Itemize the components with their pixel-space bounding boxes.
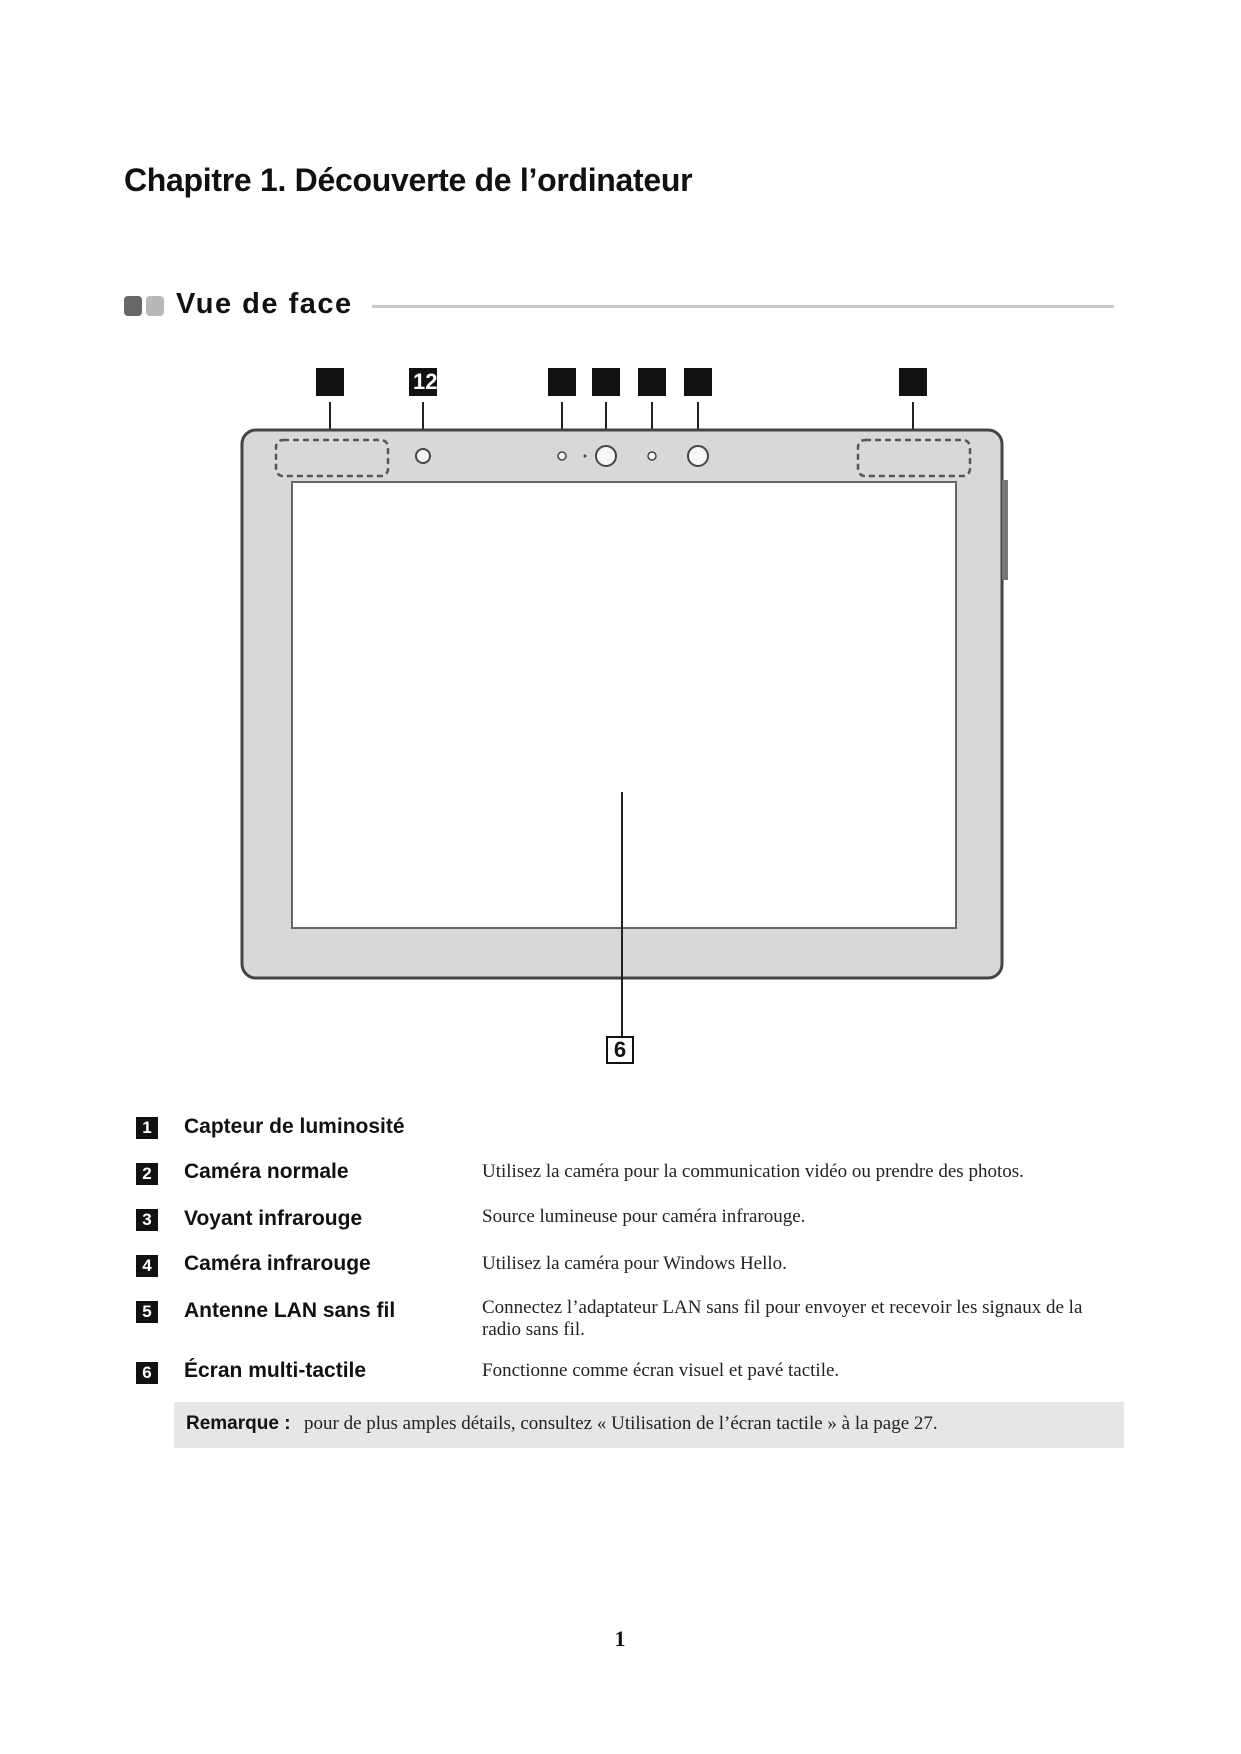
item-name-ir-led: Voyant infrarouge xyxy=(184,1207,363,1230)
camera-lens-right xyxy=(688,446,708,466)
ir-led-right xyxy=(648,452,656,460)
item-number-3: 3 xyxy=(136,1209,158,1231)
section-bullet-light xyxy=(146,296,164,316)
callout-ir-led-left xyxy=(548,368,576,396)
ir-camera-lens xyxy=(596,446,616,466)
chapter-title: Chapitre 1. Découverte de l’ordinateur xyxy=(124,162,693,198)
item-name-normal-camera: Caméra normale xyxy=(184,1160,349,1183)
section-bullet-dark xyxy=(124,296,142,316)
note-label: Remarque : xyxy=(186,1413,291,1434)
side-button xyxy=(1002,480,1008,580)
item-desc-ir-camera: Utilisez la caméra pour Windows Hello. xyxy=(482,1253,787,1274)
callout-ir-camera xyxy=(592,368,620,396)
item-desc-touchscreen: Fonctionne comme écran visuel et pavé tactile. xyxy=(482,1360,840,1381)
item-name-light-sensor: Capteur de luminosité xyxy=(184,1115,405,1138)
item-number-6: 6 xyxy=(136,1362,158,1384)
callout-antenna-right xyxy=(899,368,927,396)
callout-antenna-left xyxy=(316,368,344,396)
callout-ir-led-right xyxy=(638,368,666,396)
item-desc-wlan-antenna: Connectez l’adaptateur LAN sans fil pour envoyer et recevoir les signaux de la radio sans fil. xyxy=(482,1297,1083,1340)
item-name-touchscreen: Écran multi-tactile xyxy=(184,1359,367,1382)
tablet-front-diagram xyxy=(230,360,1030,1070)
tablet-screen xyxy=(292,482,956,928)
light-sensor-dot xyxy=(584,455,587,458)
note-text: pour de plus amples détails, consultez « Utilisation de l’écran tactile » à la page 27. xyxy=(304,1413,938,1434)
callout-touchscreen: 6 xyxy=(606,1036,634,1064)
normal-camera-lens xyxy=(416,449,430,463)
callout-camera-right xyxy=(684,368,712,396)
item-desc-normal-camera: Utilisez la caméra pour la communication vidéo ou prendre des photos. xyxy=(482,1161,1024,1182)
item-number-4: 4 xyxy=(136,1255,158,1277)
callout-normal-camera: 12 xyxy=(409,368,437,396)
ir-led-left xyxy=(558,452,566,460)
item-number-1: 1 xyxy=(136,1117,158,1139)
section-divider xyxy=(372,305,1114,308)
item-number-5: 5 xyxy=(136,1301,158,1323)
section-bullets xyxy=(124,296,166,316)
item-number-2: 2 xyxy=(136,1163,158,1185)
item-name-wlan-antenna: Antenne LAN sans fil xyxy=(184,1299,396,1322)
item-desc-ir-led: Source lumineuse pour caméra infrarouge. xyxy=(482,1206,806,1227)
page-number: 1 xyxy=(614,1626,626,1651)
item-name-ir-camera: Caméra infrarouge xyxy=(184,1252,371,1275)
section-title: Vue de face xyxy=(176,288,353,320)
